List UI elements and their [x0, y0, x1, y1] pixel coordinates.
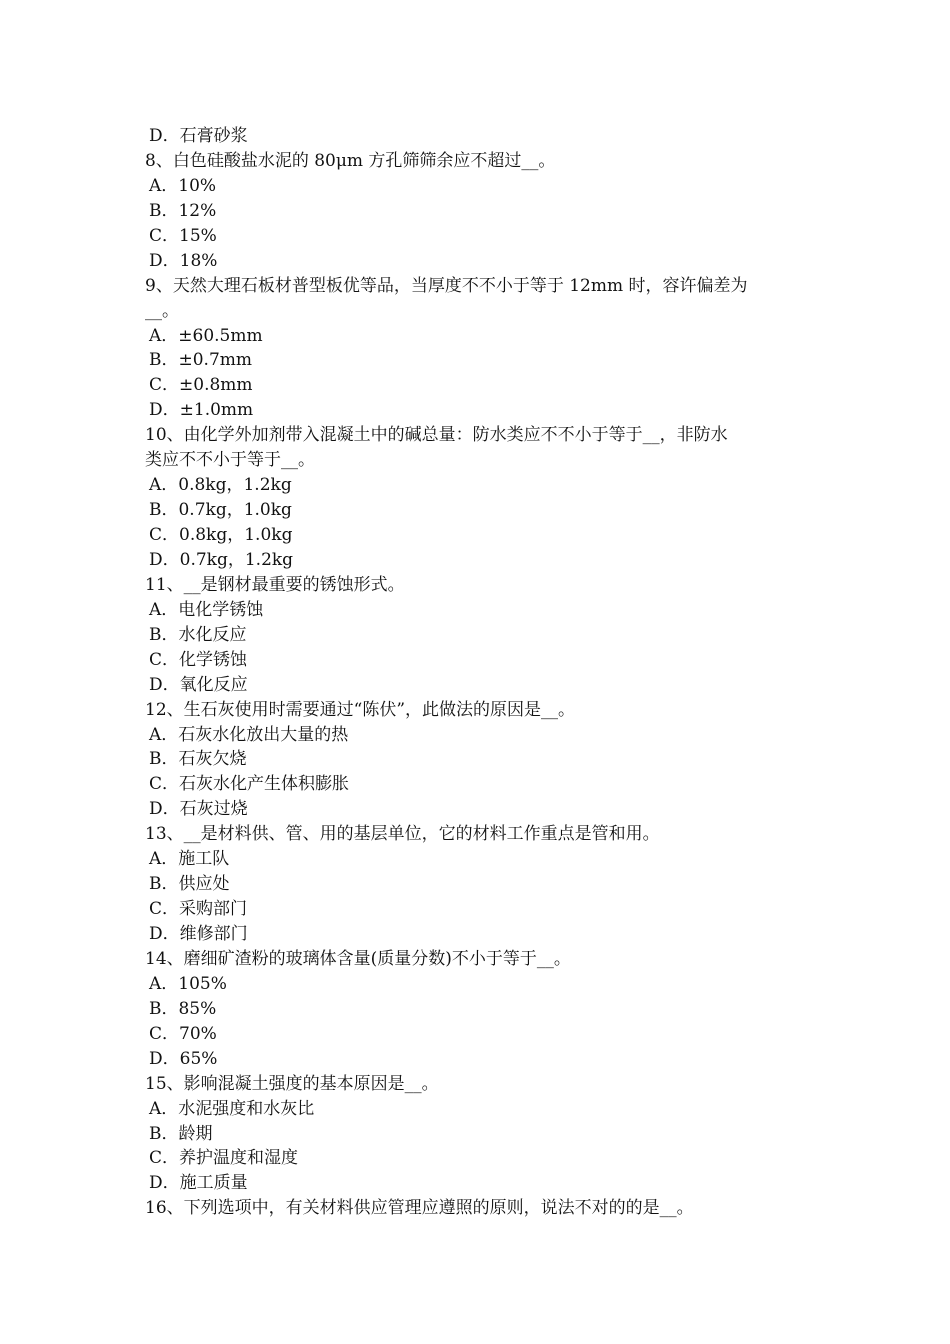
answer-option: A．施工队 [149, 849, 230, 870]
answer-option: B．85% [149, 998, 217, 1019]
answer-option: C．0.8kg，1.0kg [149, 525, 293, 545]
answer-option: B．±0.7mm [149, 350, 253, 371]
answer-option: D．石灰过烧 [149, 799, 248, 820]
answer-option: D．施工质量 [149, 1173, 248, 1194]
question-text: 15、影响混凝土强度的基本原因是__。 [145, 1073, 439, 1094]
answer-option: D．65% [149, 1048, 218, 1069]
question-text: 11、__是钢材最重要的锈蚀形式。 [145, 574, 405, 595]
question-text: 9、天然大理石板材普型板优等品，当厚度不不小于等于 12mm 时，容许偏差为 [145, 275, 748, 296]
answer-option: B．供应处 [149, 874, 230, 895]
answer-option: B．龄期 [149, 1123, 213, 1144]
answer-option: D．氧化反应 [149, 674, 248, 695]
document-body [145, 124, 813, 1221]
question-text: 14、磨细矿渣粉的玻璃体含量(质量分数)不小于等于__。 [145, 948, 571, 969]
answer-option: C．采购部门 [149, 899, 248, 920]
question-text: 16、下列选项中，有关材料供应管理应遵照的原则，说法不对的的是__。 [145, 1198, 694, 1219]
answer-option: D．±1.0mm [149, 400, 254, 421]
question-text: 8、白色硅酸盐水泥的 80μm 方孔筛筛余应不超过__。 [145, 150, 556, 171]
question-text: __。 [145, 300, 179, 321]
answer-option: A．石灰水化放出大量的热 [149, 724, 349, 745]
answer-option: C．养护温度和湿度 [149, 1148, 299, 1169]
answer-option: B．0.7kg，1.0kg [149, 500, 292, 521]
answer-option: C．化学锈蚀 [149, 649, 248, 670]
answer-option: A．10% [149, 175, 217, 196]
answer-option: B．石灰欠烧 [149, 749, 247, 770]
answer-option: A．105% [149, 973, 227, 994]
answer-option: B．12% [149, 200, 217, 221]
answer-option: D．18% [149, 250, 218, 271]
answer-option: D．石膏砂浆 [149, 126, 248, 146]
answer-option: C．70% [149, 1023, 217, 1044]
question-text: 13、__是材料供、管、用的基层单位，它的材料工作重点是管和用。 [145, 824, 660, 845]
question-text: 12、生石灰使用时需要通过“陈伏”，此做法的原因是__。 [145, 699, 576, 720]
answer-option: D．0.7kg，1.2kg [149, 549, 294, 570]
answer-option: A．电化学锈蚀 [149, 599, 264, 620]
answer-option: C．±0.8mm [149, 375, 253, 396]
answer-option: C．15% [149, 225, 217, 246]
answer-option: A．水泥强度和水灰比 [149, 1098, 315, 1119]
answer-option: B．水化反应 [149, 624, 247, 645]
question-text: 10、由化学外加剂带入混凝土中的碱总量：防水类应不不小于等于__，非防水 [145, 425, 728, 446]
answer-option: A．0.8kg，1.2kg [149, 475, 292, 496]
answer-option: A．±60.5mm [149, 325, 263, 346]
answer-option: C．石灰水化产生体积膨胀 [149, 774, 350, 795]
answer-option: D．维修部门 [149, 924, 248, 944]
question-text: 类应不不小于等于__。 [145, 450, 315, 471]
